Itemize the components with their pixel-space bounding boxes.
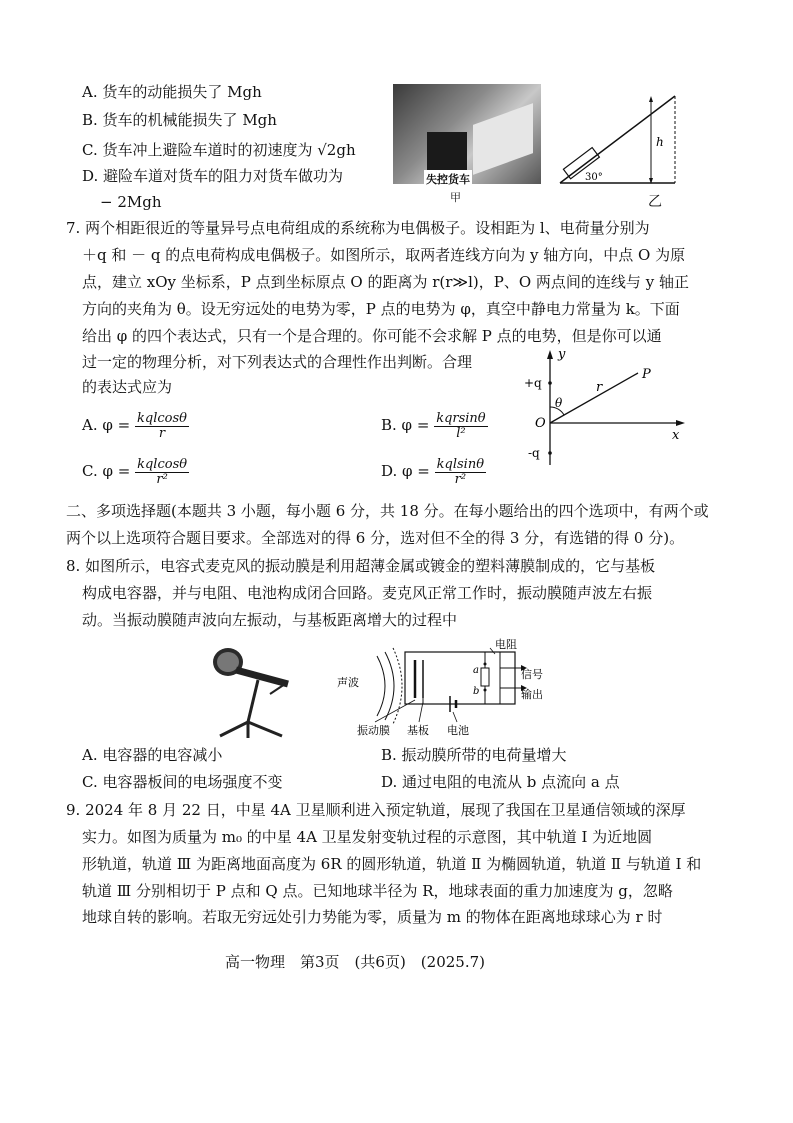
fig-jia-caption: 失控货车 (424, 170, 472, 190)
origin-label: O (535, 416, 546, 431)
point-b-label: b (473, 686, 480, 697)
q7-line-3: 点，建立 xOy 坐标系，P 点到坐标原点 O 的距离为 r(r≫l)，P、O 两点间的连线与 y 轴正 (82, 273, 689, 291)
q8-option-c: C. 电容器板间的电场强度不变 (82, 773, 283, 791)
page-footer: 高一物理 第3页 (共6页) (2025.7) (225, 953, 485, 971)
incline-angle-label: 30° (585, 172, 603, 183)
fig-jia-label: 甲 (450, 191, 461, 204)
q6-option-d-cont: − 2Mgh (100, 193, 162, 211)
r-label: r (596, 380, 603, 395)
membrane-label: 振动膜 (357, 724, 390, 737)
q7-option-d: D. φ = $\frac{\text{kqlsinθ}}{\text{r²}}$ (381, 456, 485, 487)
q7-option-c: C. φ = $\frac{\text{kqlcosθ}}{\text{r²}}$ (82, 456, 188, 487)
dipole-diagram (520, 345, 690, 470)
theta-label: θ (555, 396, 563, 410)
q7-option-b: B. φ = $\frac{\text{kqrsinθ}}{\text{l²}}$ (381, 410, 486, 441)
q8-option-b: B. 振动膜所带的电荷量增大 (381, 746, 567, 764)
q9-line-3: 形轨道，轨道 Ⅲ 为距离地面高度为 6R 的圆形轨道，轨道 Ⅱ 为椭圆轨道，轨道 Ⅱ 与轨道 Ⅰ 和 (82, 855, 702, 873)
minus-q-label: -q (528, 446, 540, 460)
q7-line-7: 的表达式应为 (82, 378, 173, 396)
fig-yi-label: 乙 (648, 194, 662, 210)
incline-h-label: h (656, 135, 664, 149)
q9-line-4: 轨道 Ⅲ 分别相切于 P 点和 Q 点。已知地球半径为 R，地球表面的重力加速度为 g，忽略 (82, 882, 673, 900)
q8-option-d: D. 通过电阻的电流从 b 点流向 a 点 (381, 773, 620, 791)
q8-line-2: 构成电容器，并与电阻、电池构成闭合回路。麦克风正常工作时，振动膜随声波左右振 (82, 584, 653, 602)
resistor-label: 电阻 (495, 638, 517, 651)
q8-line-3: 动。当振动膜随声波向左振动，与基板距离增大的过程中 (82, 611, 458, 629)
q7-line-1: 7. 两个相距很近的等量异号点电荷组成的系统称为电偶极子。设相距为 l、电荷量分别为 (66, 219, 650, 237)
q6-option-d: D. 避险车道对货车的阻力对货车做功为 (82, 167, 344, 185)
q7-line-2: ＋q 和 － q 的点电荷构成电偶极子。如图所示，取两者连线方向为 y 轴方向，中点 O 为原 (82, 246, 686, 264)
q7-line-4: 方向的夹角为 θ。设无穷远处的电势为零，P 点的电势为 φ，真空中静电力常量为 k。下面 (82, 300, 680, 318)
microphone-picture (200, 642, 310, 742)
section2-line-1: 二、多项选择题(本题共 3 小题，每小题 6 分，共 18 分。在每小题给出的四个选项中，有两个或 (66, 502, 709, 520)
plus-q-label: +q (524, 376, 542, 390)
q8-option-a: A. 电容器的电容减小 (82, 746, 223, 764)
sound-wave-label: 声波 (337, 676, 359, 689)
escape-ramp-shape (473, 103, 533, 175)
plate-label: 基板 (407, 724, 429, 737)
q9-line-5: 地球自转的影响。若取无穷远处引力势能为零，质量为 m 的物体在距离地球球心为 r 时 (82, 908, 663, 926)
truck-photo (393, 84, 541, 184)
battery-label: 电池 (447, 724, 469, 737)
incline-diagram (555, 88, 685, 198)
q7-option-a: A. φ = $\frac{\text{kqlcosθ}}{r}$ (82, 410, 187, 441)
axis-y-label: y (558, 347, 566, 362)
microphone-circuit (335, 638, 585, 738)
point-p-label: P (642, 367, 651, 382)
signal-label-1: 信号 (521, 668, 543, 681)
signal-label-2: 输出 (521, 688, 543, 701)
q6-option-a: A. 货车的动能损失了 Mgh (82, 83, 262, 101)
q8-line-1: 8. 如图所示，电容式麦克风的振动膜是利用超薄金属或镀金的塑料薄膜制成的，它与基板 (66, 557, 656, 575)
q9-line-1: 9. 2024 年 8 月 22 日，中星 4A 卫星顺利进入预定轨道，展现了我国在卫星通信领域的深厚 (66, 801, 686, 819)
truck-shape (427, 132, 467, 172)
q6-option-c: C. 货车冲上避险车道时的初速度为 √2gh (82, 141, 356, 159)
point-a-label: a (473, 665, 479, 676)
q7-line-5: 给出 φ 的四个表达式，只有一个是合理的。你可能不会求解 P 点的电势，但是你可以通 (82, 327, 662, 345)
q7-line-6: 过一定的物理分析，对下列表达式的合理性作出判断。合理 (82, 353, 473, 371)
q9-line-2: 实力。如图为质量为 m₀ 的中星 4A 卫星发射变轨过程的示意图，其中轨道 Ⅰ 为近地圆 (82, 828, 653, 846)
axis-x-label: x (672, 428, 680, 443)
section2-line-2: 两个以上选项符合题目要求。全部选对的得 6 分，选对但不全的得 3 分，有选错的得 0 分)。 (66, 529, 685, 547)
q6-option-b: B. 货车的机械能损失了 Mgh (82, 111, 277, 129)
